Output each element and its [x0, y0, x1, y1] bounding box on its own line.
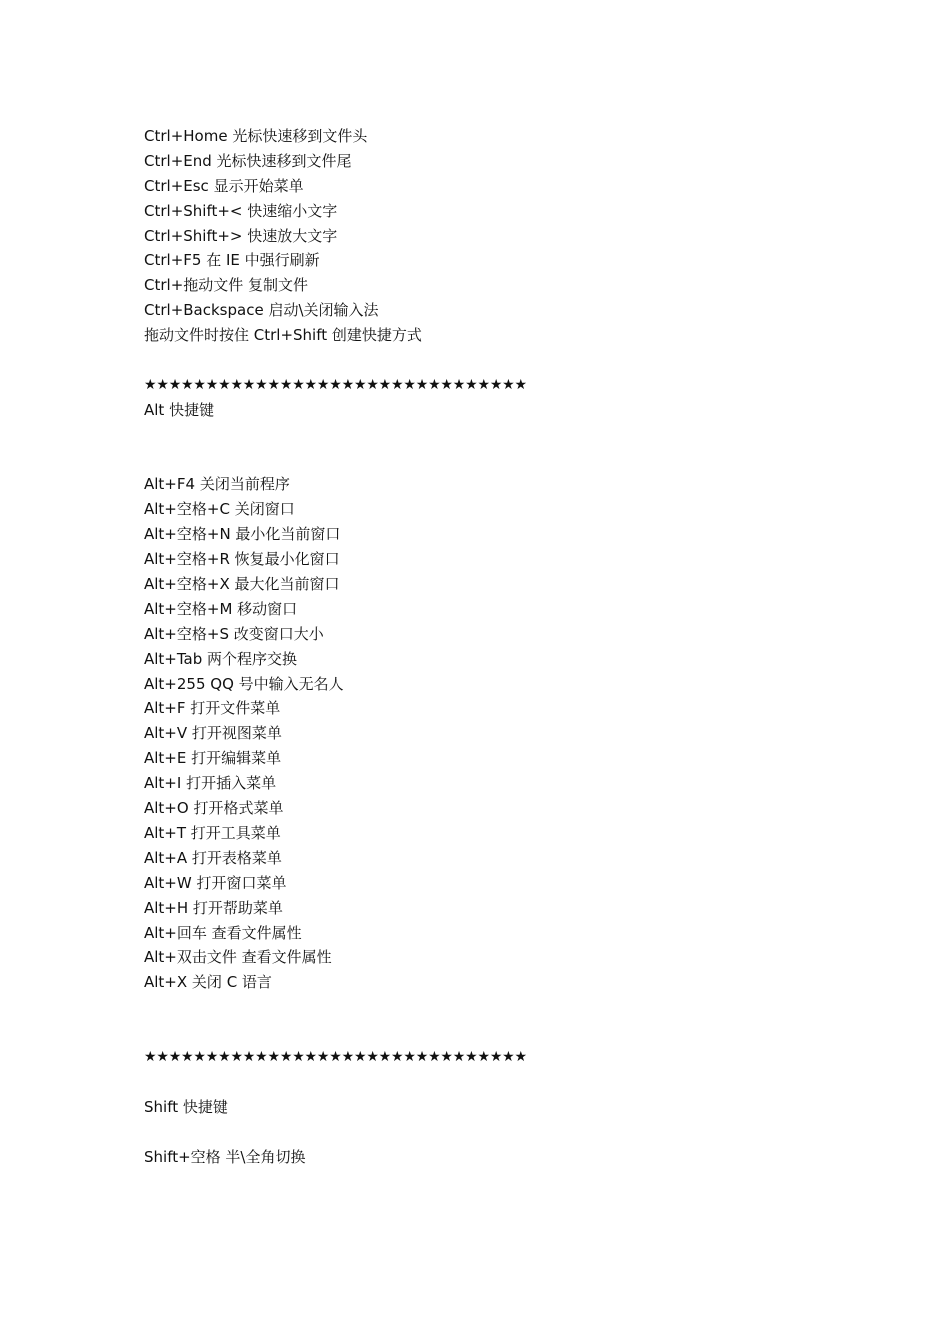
shift-shortcut-list: [144, 1145, 844, 1170]
blank-line: [144, 348, 844, 373]
shortcut-line: Alt+Tab 两个程序交换: [144, 649, 298, 668]
shortcut-line: Shift+空格 半\全角切换: [144, 1147, 306, 1166]
blank-line: [144, 1120, 844, 1145]
blank-line: [144, 448, 844, 473]
shortcut-line: Alt+双击文件 查看文件属性: [144, 948, 332, 967]
section-heading-shift: Shift 快捷键: [144, 1097, 228, 1116]
shortcut-line: Alt+空格+S 改变窗口大小: [144, 624, 324, 643]
shortcut-line: Ctrl+Esc 显示开始菜单: [144, 176, 304, 195]
alt-shortcut-list: [144, 472, 844, 995]
shortcut-line: Alt+V 打开视图菜单: [144, 724, 282, 743]
shortcut-line: Ctrl+Shift+< 快速缩小文字: [144, 201, 338, 220]
shortcut-line: Ctrl+Shift+> 快速放大文字: [144, 226, 338, 245]
star-divider: ★★★★★★★★★★★★★★★★★★★★★★★★★★★★★★★: [144, 376, 527, 393]
shortcut-line: Alt+空格+M 移动窗口: [144, 599, 298, 618]
star-divider: ★★★★★★★★★★★★★★★★★★★★★★★★★★★★★★★: [144, 1048, 527, 1065]
shortcut-line: Alt+空格+R 恢复最小化窗口: [144, 550, 340, 569]
document-page: [144, 124, 844, 1169]
shortcut-line: 拖动文件时按住 Ctrl+Shift 创建快捷方式: [144, 326, 422, 345]
ctrl-shortcut-list: [144, 124, 844, 348]
blank-line: [144, 995, 844, 1020]
blank-line: [144, 1020, 844, 1045]
shortcut-line: Ctrl+Home 光标快速移到文件头: [144, 127, 368, 145]
shortcut-line: Alt+空格+N 最小化当前窗口: [144, 525, 341, 544]
shortcut-line: Alt+255 QQ 号中输入无名人: [144, 674, 344, 693]
shortcut-line: Alt+W 打开窗口菜单: [144, 873, 287, 892]
shortcut-line: Alt+I 打开插入菜单: [144, 774, 277, 793]
shortcut-line: Alt+H 打开帮助菜单: [144, 898, 283, 917]
shortcut-line: Alt+X 关闭 C 语言: [144, 973, 272, 992]
shortcut-line: Alt+回车 查看文件属性: [144, 923, 302, 942]
shortcut-line: Ctrl+F5 在 IE 中强行刷新: [144, 251, 320, 270]
shortcut-line: Alt+E 打开编辑菜单: [144, 749, 282, 768]
shortcut-line: Ctrl+Backspace 启动\关闭输入法: [144, 301, 379, 320]
shortcut-line: Alt+空格+X 最大化当前窗口: [144, 575, 340, 594]
shortcut-line: Alt+T 打开工具菜单: [144, 823, 281, 842]
shortcut-line: Alt+F 打开文件菜单: [144, 699, 281, 718]
shortcut-line: Alt+空格+C 关闭窗口: [144, 500, 295, 519]
section-heading-alt: Alt 快捷键: [144, 400, 215, 419]
blank-line: [144, 423, 844, 448]
blank-line: [144, 1070, 844, 1095]
shortcut-line: Ctrl+End 光标快速移到文件尾: [144, 151, 352, 170]
shortcut-line: Ctrl+拖动文件 复制文件: [144, 276, 309, 295]
shortcut-line: Alt+O 打开格式菜单: [144, 799, 284, 818]
shortcut-line: Alt+F4 关闭当前程序: [144, 475, 290, 494]
shortcut-line: Alt+A 打开表格菜单: [144, 848, 282, 867]
